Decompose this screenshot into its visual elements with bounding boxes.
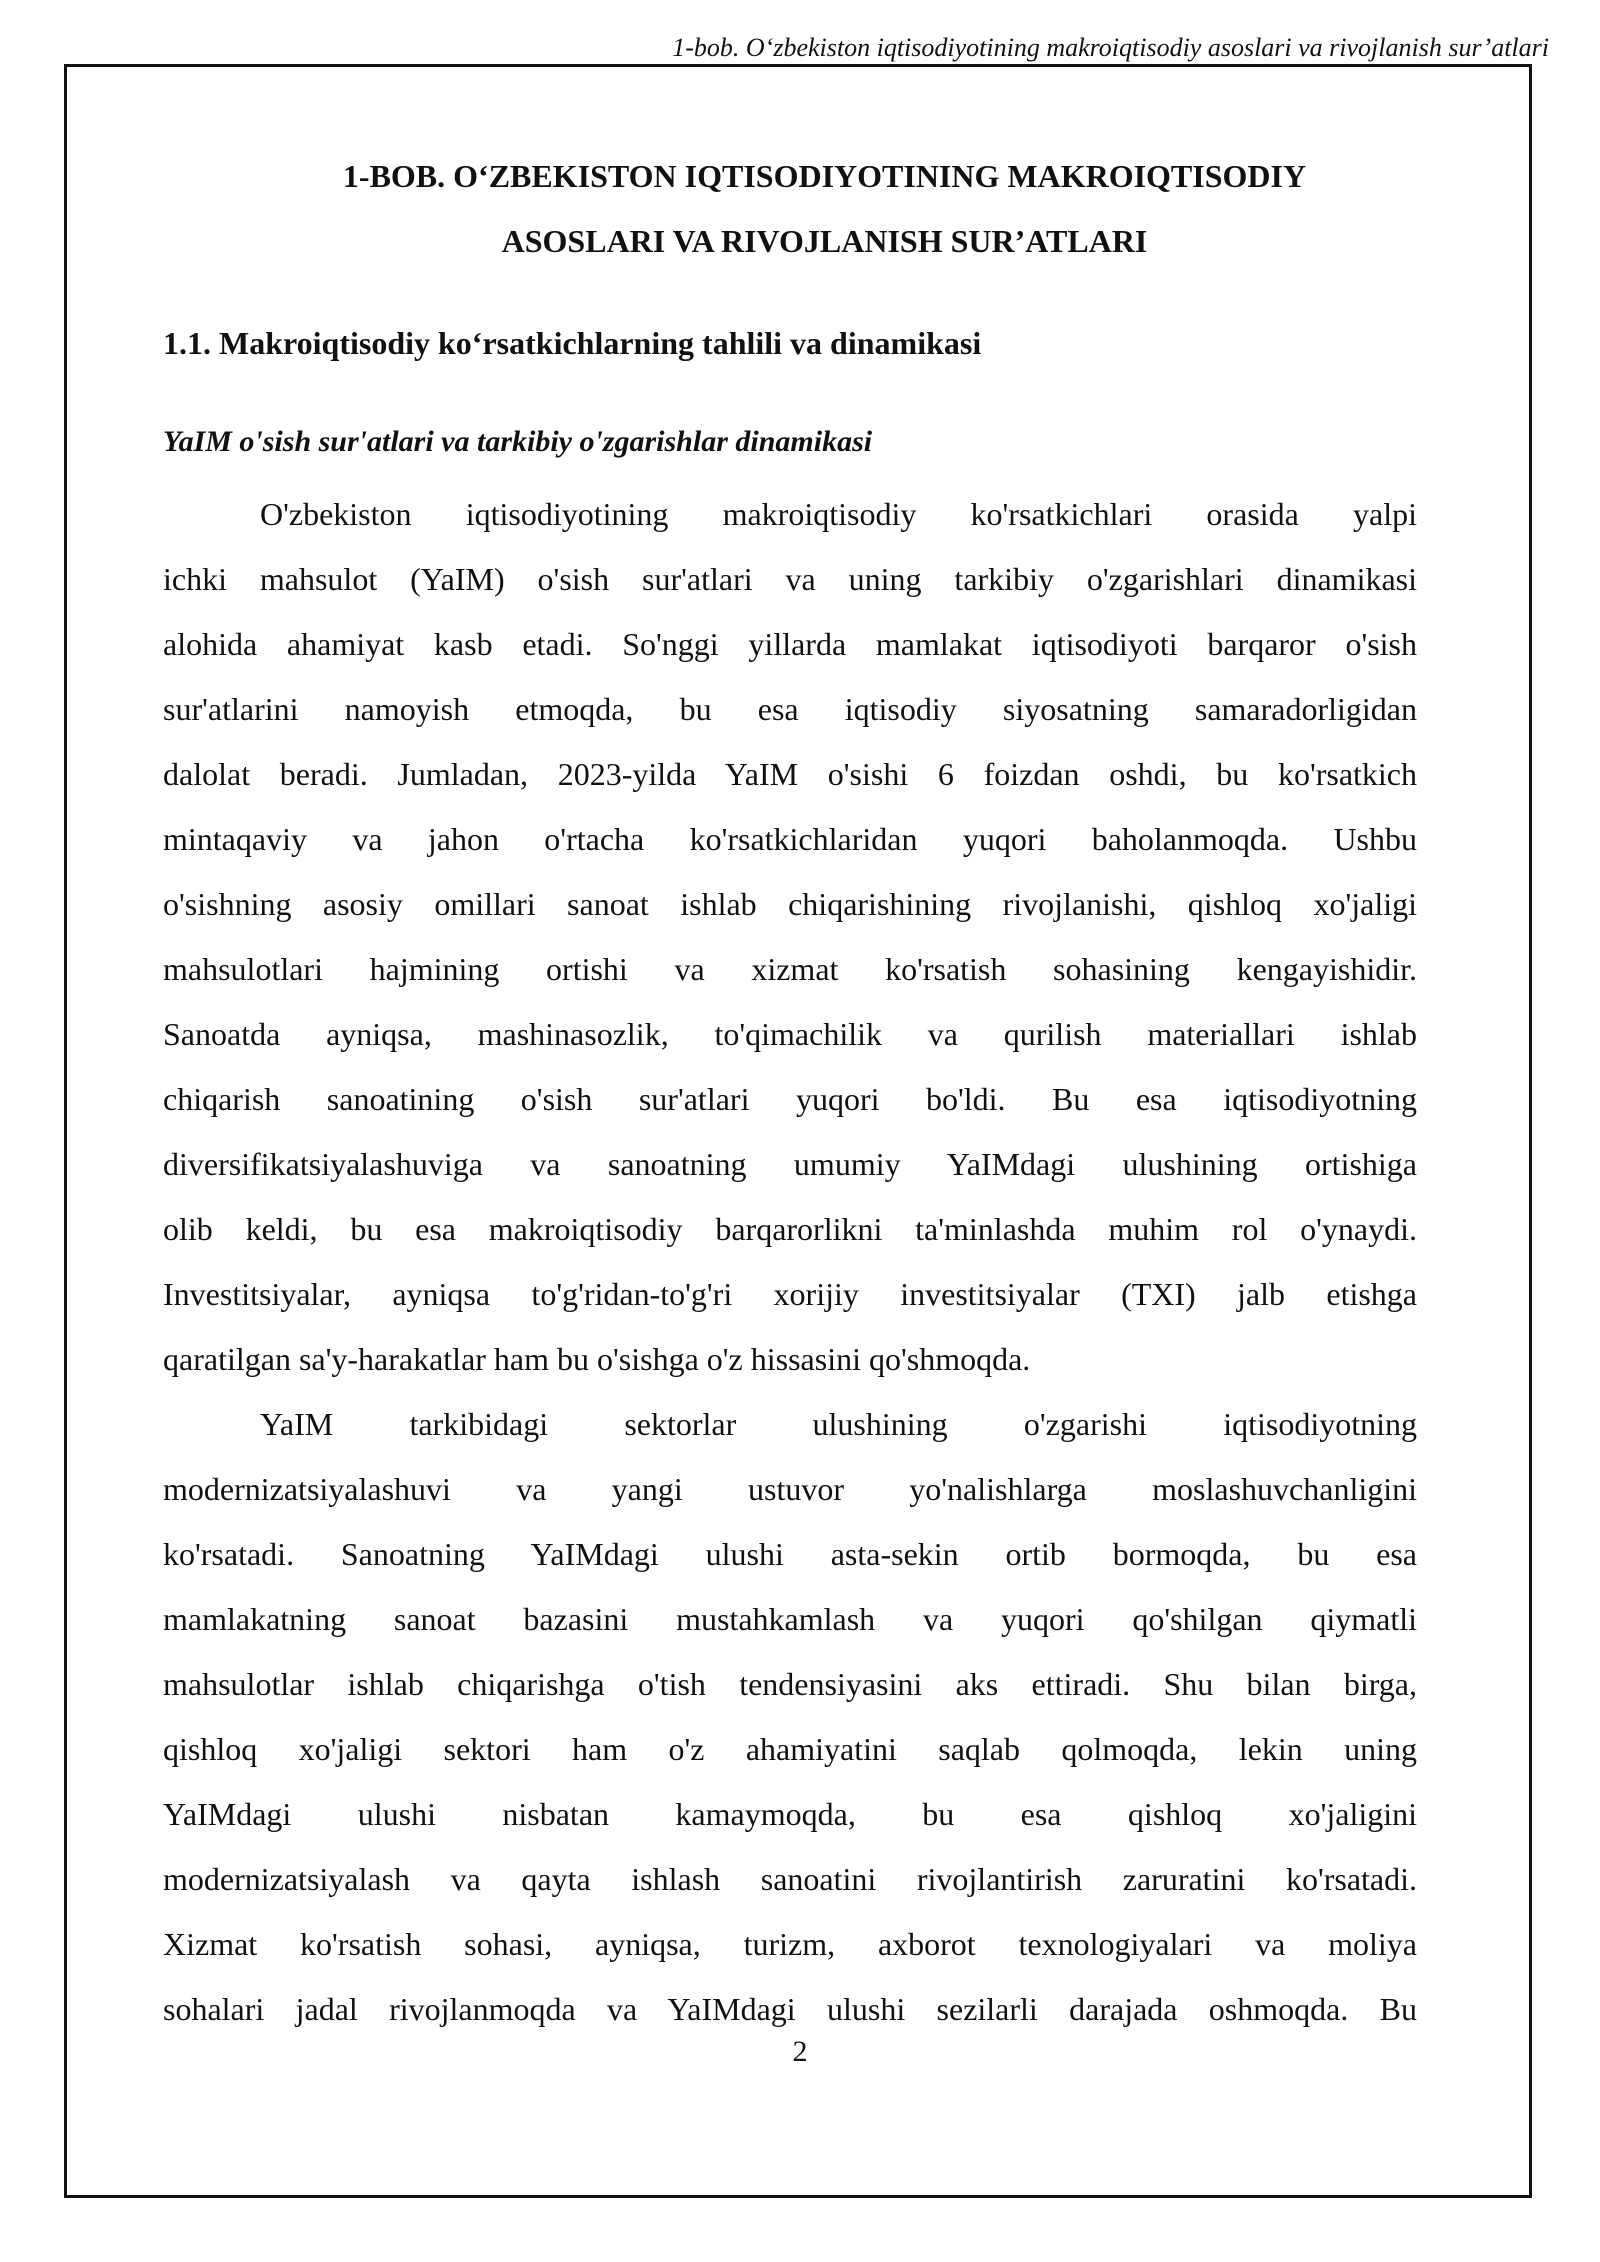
text-line: chiqarish sanoatining o'sish sur'atlari yuqori bo'ldi. Bu esa iqtisodiyotning — [163, 1081, 1417, 1117]
text-line: mintaqaviy va jahon o'rtacha ko'rsatkichlaridan yuqori baholanmoqda. Ushbu — [163, 821, 1417, 857]
text-line: Investitsiyalar, ayniqsa to'g'ridan-to'g'ri xorijiy investitsiyalar (TXI) jalb etishga — [163, 1276, 1417, 1312]
text-line: dalolat beradi. Jumladan, 2023-yilda YaIM o'sishi 6 foizdan oshdi, bu ko'rsatkich — [163, 756, 1417, 792]
text-line: o'sishning asosiy omillari sanoat ishlab chiqarishining rivojlanishi, qishloq xo'jaligi — [163, 886, 1417, 922]
chapter-title — [100, 144, 1549, 274]
text-line: mamlakatning sanoat bazasini mustahkamlash va yuqori qo'shilgan qiymatli — [163, 1601, 1417, 1637]
text-line: olib keldi, bu esa makroiqtisodiy barqarorlikni ta'minlashda muhim rol o'ynaydi. — [163, 1211, 1417, 1247]
text-line: sohalari jadal rivojlanmoqda va YaIMdagi ulushi sezilarli darajada oshmoqda. Bu — [163, 1991, 1417, 2027]
text-line: YaIM tarkibidagi sektorlar ulushining o'zgarishi iqtisodiyotning — [260, 1406, 1417, 1442]
running-header: 1-bob. O‘zbekiston iqtisodiyotining makroiqtisodiy asoslari va rivojlanish sur’atlari — [672, 33, 1549, 62]
paragraph-1 — [163, 482, 1417, 1392]
text-line: qishloq xo'jaligi sektori ham o'z ahamiyatini saqlab qolmoqda, lekin uning — [163, 1731, 1417, 1767]
paragraph-2 — [163, 1392, 1417, 2042]
chapter-title-line-2: ASOSLARI VA RIVOJLANISH SUR’ATLARI — [501, 223, 1148, 259]
text-line: modernizatsiyalash va qayta ishlash sanoatini rivojlantirish zaruratini ko'rsatadi. — [163, 1861, 1417, 1897]
text-line: modernizatsiyalashuvi va yangi ustuvor yo'nalishlarga moslashuvchanligini — [163, 1471, 1417, 1507]
chapter-title-line-1: 1-BOB. O‘ZBEKISTON IQTISODIYOTINING MAKROIQTISODIY — [342, 158, 1307, 194]
text-line: sur'atlarini namoyish etmoqda, bu esa iqtisodiy siyosatning samaradorligidan — [163, 691, 1417, 727]
section-heading: 1.1. Makroiqtisodiy ko‘rsatkichlarning tahlili va dinamikasi — [163, 325, 982, 361]
text-line: ko'rsatadi. Sanoatning YaIMdagi ulushi asta-sekin ortib bormoqda, bu esa — [163, 1536, 1417, 1572]
text-line: Xizmat ko'rsatish sohasi, ayniqsa, turizm, axborot texnologiyalari va moliya — [163, 1926, 1417, 1962]
text-line: ichki mahsulot (YaIM) o'sish sur'atlari va uning tarkibiy o'zgarishlari dinamikasi — [163, 561, 1417, 597]
text-line: diversifikatsiyalashuviga va sanoatning umumiy YaIMdagi ulushining ortishiga — [163, 1146, 1417, 1182]
text-line: qaratilgan sa'y-harakatlar ham bu o'sishga o'z hissasini qo'shmoqda. — [163, 1341, 1031, 1377]
text-line: mahsulotlar ishlab chiqarishga o'tish tendensiyasini aks ettiradi. Shu bilan birga, — [163, 1666, 1417, 1702]
text-line: mahsulotlari hajmining ortishi va xizmat ko'rsatish sohasining kengayishidir. — [163, 951, 1417, 987]
page-number: 2 — [792, 2035, 808, 2068]
body-text — [163, 482, 1417, 2042]
text-line: O'zbekiston iqtisodiyotining makroiqtisodiy ko'rsatkichlari orasida yalpi — [260, 496, 1417, 532]
text-line: Sanoatda ayniqsa, mashinasozlik, to'qimachilik va qurilish materiallari ishlab — [163, 1016, 1417, 1052]
text-line: alohida ahamiyat kasb etadi. So'nggi yillarda mamlakat iqtisodiyoti barqaror o'sish — [163, 626, 1417, 662]
subsection-heading: YaIM o'sish sur'atlari va tarkibiy o'zgarishlar dinamikasi — [163, 425, 873, 458]
text-line: YaIMdagi ulushi nisbatan kamaymoqda, bu esa qishloq xo'jaligini — [163, 1796, 1417, 1832]
